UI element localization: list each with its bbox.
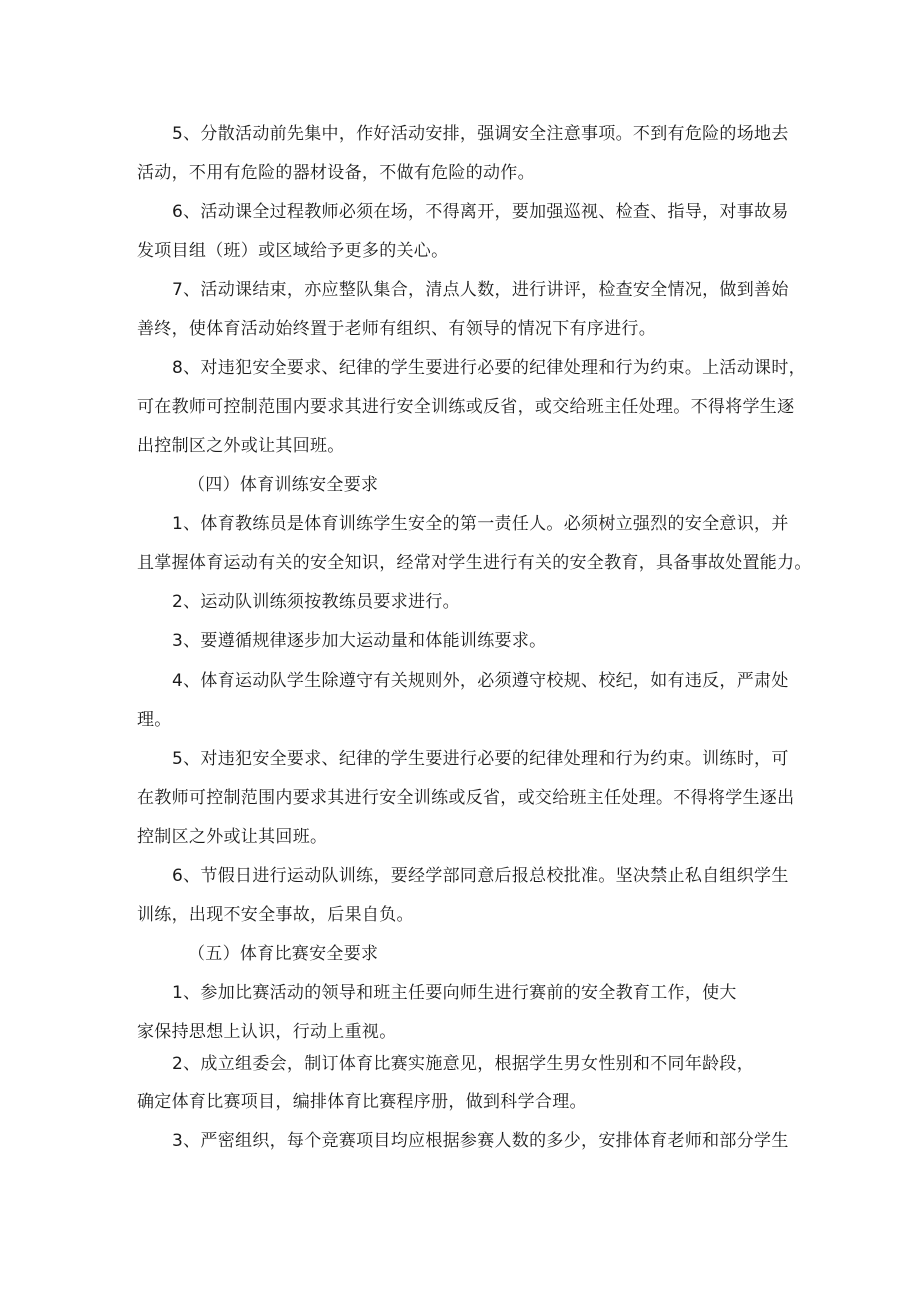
paragraph-line: 善终，使体育活动始终置于老师有组织、有领导的情况下有序进行。 [137, 319, 656, 339]
paragraph-line: 2、运动队训练须按教练员要求进行。 [172, 592, 460, 612]
paragraph-line: 发项目组（班）或区域给予更多的关心。 [137, 241, 449, 261]
paragraph-line: 6、活动课全过程教师必须在场，不得离开，要加强巡视、检查、指导，对事故易 [172, 202, 789, 222]
paragraph-line: 训练，出现不安全事故，后果自负。 [137, 905, 414, 925]
paragraph-line: 在教师可控制范围内要求其进行安全训练或反省，或交给班主任处理。不得将学生逐出 [137, 788, 795, 808]
paragraph-line: 家保持思想上认识，行动上重视。 [137, 1022, 397, 1042]
paragraph-line: 可在教师可控制范围内要求其进行安全训练或反省，或交给班主任处理。不得将学生逐 [137, 397, 795, 417]
paragraph-line: 5、分散活动前先集中，作好活动安排，强调安全注意事项。不到有危险的场地去 [172, 124, 789, 144]
paragraph-line: 出控制区之外或让其回班。 [137, 436, 345, 456]
paragraph-line: 7、活动课结束，亦应整队集合，清点人数，进行讲评，检查安全情况，做到善始 [172, 280, 789, 300]
paragraph-line: 理。 [137, 710, 172, 730]
paragraph-line: 3、严密组织，每个竞赛项目均应根据参赛人数的多少，安排体育老师和部分学生 [172, 1131, 789, 1151]
paragraph-line: 3、要遵循规律逐步加大运动量和体能训练要求。 [172, 631, 547, 651]
paragraph-line: 1、体育教练员是体育训练学生安全的第一责任人。必须树立强烈的安全意识，并 [172, 514, 789, 534]
paragraph-line: 5、对违犯安全要求、纪律的学生要进行必要的纪律处理和行为约束。训练时，可 [172, 749, 789, 769]
section-heading: （五）体育比赛安全要求 [188, 944, 379, 964]
section-heading: （四）体育训练安全要求 [188, 475, 379, 495]
paragraph-line: 6、节假日进行运动队训练，要经学部同意后报总校批准。坚决禁止私自组织学生 [172, 866, 789, 886]
paragraph-line: 1、参加比赛活动的领导和班主任要向师生进行赛前的安全教育工作，使大 [172, 983, 737, 1003]
paragraph-line: 且掌握体育运动有关的安全知识，经常对学生进行有关的安全教育，具备事故处置能力。 [137, 553, 812, 573]
paragraph-line: 4、体育运动队学生除遵守有关规则外，必须遵守校规、校纪，如有违反，严肃处 [172, 671, 789, 691]
paragraph-line: 活动，不用有危险的器材设备，不做有危险的动作。 [137, 163, 535, 183]
paragraph-line: 控制区之外或让其回班。 [137, 827, 328, 847]
paragraph-line: 8、对违犯安全要求、纪律的学生要进行必要的纪律处理和行为约束。上活动课时， [172, 358, 806, 378]
paragraph-line: 确定体育比赛项目，编排体育比赛程序册，做到科学合理。 [137, 1092, 587, 1112]
paragraph-line: 2、成立组委会，制订体育比赛实施意见，根据学生男女性别和不同年龄段， [172, 1054, 755, 1074]
